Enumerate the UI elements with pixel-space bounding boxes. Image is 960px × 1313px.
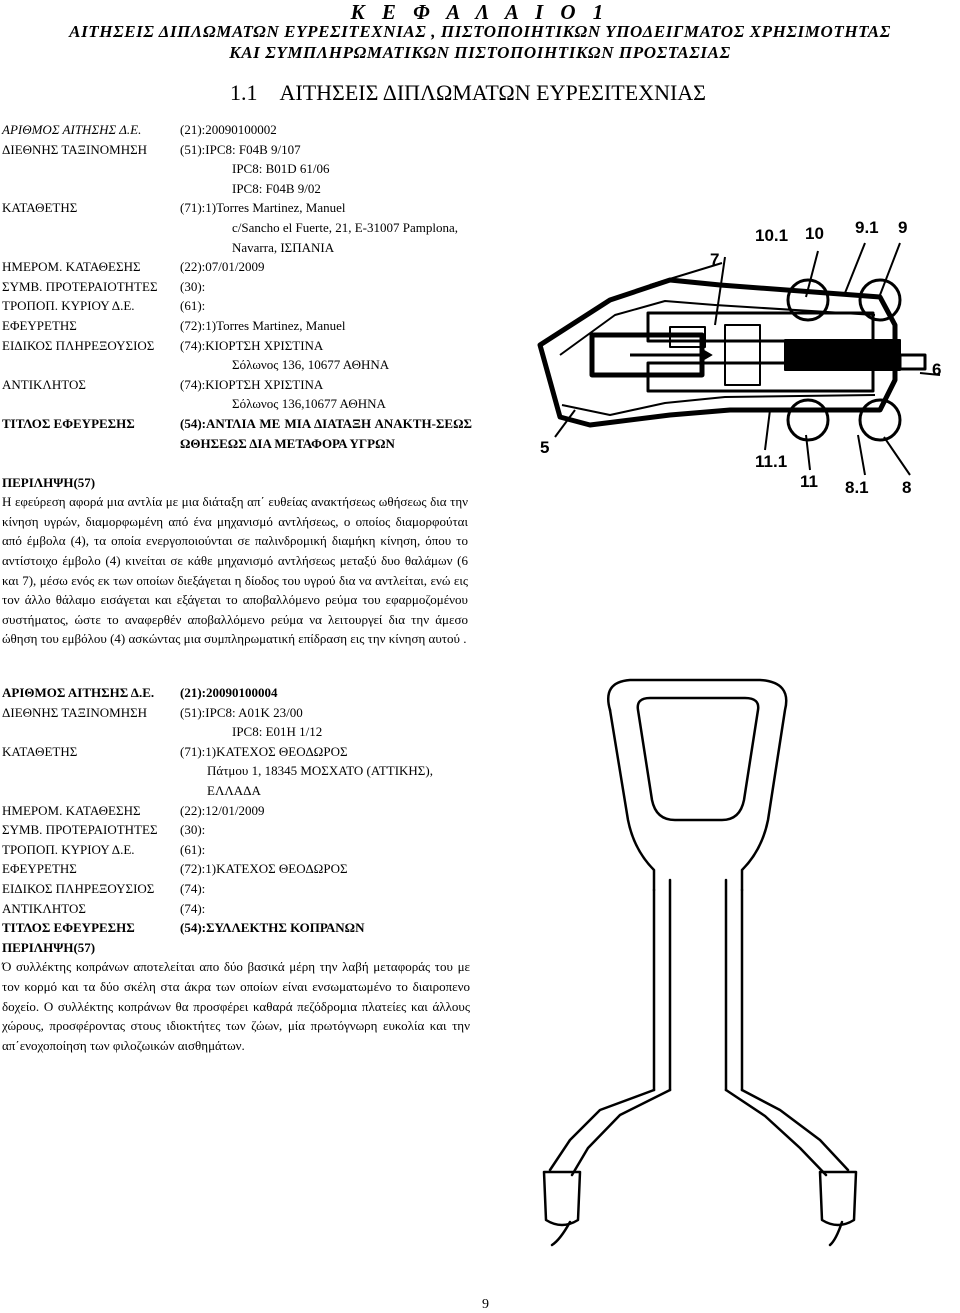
class-value: IPC8: B01D 61/06 [232, 161, 330, 177]
pump-drawing-figure [500, 205, 960, 505]
section-number: 1.1 [230, 80, 258, 105]
figure-label: 7 [710, 250, 720, 269]
figure-label: 8 [902, 478, 912, 497]
section-heading [230, 80, 706, 106]
patent-record-1 [2, 120, 482, 649]
figure-label: 8.1 [845, 478, 869, 497]
app-no-label: ΑΡΙΘΜΟΣ ΑΙΤΗΣΗΣ Δ.Ε. [2, 685, 155, 700]
chapter-heading: Κ Ε Φ Α Λ Α Ι Ο 1 [350, 0, 610, 24]
class-value: IPC8: E01H 1/12 [232, 724, 323, 740]
date-label: ΗΜΕΡΟΜ. ΚΑΤΑΘΕΣΗΣ [2, 802, 141, 818]
inventor-label: ΕΦΕΥΡΕΤΗΣ [2, 317, 77, 333]
applicant-address: ΕΛΛΑΔΑ [207, 782, 261, 798]
class-label: ΔΙΕΘΝΗΣ ΤΑΞΙΝΟΜΗΣΗ [2, 704, 148, 720]
modification-label: ΤΡΟΠΟΠ. ΚΥΡΙΟΥ Δ.Ε. [2, 298, 135, 314]
class-label: ΔΙΕΘΝΗΣ ΤΑΞΙΝΟΜΗΣΗ [2, 141, 148, 157]
date-value: (22):07/01/2009 [180, 259, 265, 275]
modification-value: (61): [180, 298, 206, 314]
applicant-label: ΚΑΤΑΘΕΤΗΣ [2, 743, 78, 759]
title-label: ΤΙΤΛΟΣ ΕΦΕΥΡΕΣΗΣ [2, 415, 135, 431]
attorney-label: ΕΙΔΙΚΟΣ ΠΛΗΡΕΞΟΥΣΙΟΣ [2, 337, 155, 353]
applicant-address: Navarra, ΙΣΠΑΝΙΑ [232, 239, 335, 255]
agent-address: Σόλωνος 136,10677 ΑΘΗΝΑ [232, 396, 386, 412]
inventor-value: (72):1)ΚΑΤΕΧΟΣ ΘΕΟΔΩΡΟΣ [180, 861, 348, 877]
date-value: (22):12/01/2009 [180, 802, 265, 818]
class-value: IPC8: F04B 9/02 [232, 180, 321, 196]
chapter-subtitle-line2: ΚΑΙ ΣΥΜΠΛΗΡΩΜΑΤΙΚΩΝ ΠΙΣΤΟΠΟΙΗΤΙΚΩΝ ΠΡΟΣΤΑΣΙΑΣ [229, 43, 731, 62]
inventor-label: ΕΦΕΥΡΕΤΗΣ [2, 861, 77, 877]
modification-label: ΤΡΟΠΟΠ. ΚΥΡΙΟΥ Δ.Ε. [2, 841, 135, 857]
abstract-text: Ό συλλέκτης κοπράνων αποτελείται απο δύο βασικά μέρη την λαβή μεταφοράς του με τον κορμό και τα δύο σκέλη στα άκρα των οποίων είναι ενσωματωμένο το διαιροπενο δοχείο. Ο συλλέκτης κοπράνων θα προσφέρει καθαρά πεζόδρομια πλατείες και άλλους χώρους, προσφέροντας στους ιδιοκτήτες των ζώων, μία πρωτόγνωρη ευκολία και την απ΄ενοχοποίηση των φιλοζωικών αισθημάτων. [2, 959, 470, 1053]
applicant-label: ΚΑΤΑΘΕΤΗΣ [2, 200, 78, 216]
app-no-label: ΑΡΙΘΜΟΣ ΑΙΤΗΣΗΣ Δ.Ε. [2, 122, 142, 137]
collector-drawing-figure [530, 670, 870, 1260]
figure-label: 6 [932, 360, 942, 379]
attorney-label: ΕΙΔΙΚΟΣ ΠΛΗΡΕΞΟΥΣΙΟΣ [2, 880, 155, 896]
applicant-address: c/Sancho el Fuerte, 21, E-31007 Pamplona, [232, 219, 459, 235]
abstract-label: ΠΕΡΙΛΗΨΗ(57) [2, 939, 96, 955]
priority-value: (30): [180, 278, 206, 294]
title-label: ΤΙΤΛΟΣ ΕΦΕΥΡΕΣΗΣ [2, 920, 135, 936]
applicant-value: (71):1)ΚΑΤΕΧΟΣ ΘΕΟΔΩΡΟΣ [180, 743, 348, 759]
agent-value: (74): [180, 900, 206, 916]
applicant-value: (71):1)Torres Martinez, Manuel [180, 200, 346, 216]
title-value: (54):ΑΝΤΛΙΑ ΜΕ ΜΙΑ ΔΙΑΤΑΞΗ ΑΝΑΚΤΗ-ΣΕΩΣ ΩΘΗΣΕΩΣ ΔΙΑ ΜΕΤΑΦΟΡΑ ΥΓΡΩΝ [180, 415, 472, 451]
figure-label: 10.1 [755, 226, 789, 245]
figure-label: 9 [898, 218, 908, 237]
figure-label: 9.1 [855, 218, 879, 237]
section-title: ΑΙΤΗΣΕΙΣ ΔΙΠΛΩΜΑΤΩΝ ΕΥΡΕΣΙΤΕΧΝΙΑΣ [279, 80, 706, 105]
title-value: (54):ΣΥΛΛΕΚΤΗΣ ΚΟΠΡΑΝΩΝ [180, 920, 365, 936]
page-number: 9 [482, 1297, 489, 1312]
inventor-value: (72):1)Torres Martinez, Manuel [180, 317, 346, 333]
priority-label: ΣΥΜΒ. ΠΡΟΤΕΡΑΙΟΤΗΤΕΣ [2, 278, 158, 294]
chapter-subtitle-line1: ΑΙΤΗΣΕΙΣ ΔΙΠΛΩΜΑΤΩΝ ΕΥΡΕΣΙΤΕΧΝΙΑΣ , ΠΙΣΤΟΠΟΙΗΤΙΚΩΝ ΥΠΟΔΕΙΓΜΑΤΟΣ ΧΡΗΣΙΜΟΤΗΤΑΣ [69, 22, 891, 41]
agent-label: ΑΝΤΙΚΛΗΤΟΣ [2, 900, 86, 916]
patent-record-2 [2, 683, 482, 1055]
figure-label: 5 [540, 438, 550, 457]
app-no-value: (21):20090100004 [180, 685, 278, 700]
abstract-text: Η εφεύρεση αφορά μια αντλία με μια διάταξη απ΄ ευθείας ανακτήσεως ωθήσεως δια την κίνηση υγρών, διαμορφωμένη από ένα μηχανισμό αντλήσεως, ο οποίος διαμορφούται από έμβολα (4), τα οποία ενεργοποιούνται σε παλινδρομική διαμήκη κίνηση, όπου το αντίστοιχο έμβολο (4) κινείται σε κάθε μηχανισμό αντλήσεως μεταξύ δυο θαλάμων (6 και 7), μέσω ενός εκ των οποίων διεξάγεται η δίοδος του υγρού δια να αντλείται, ενώ εις τον άλλο θάλαμο εισάγεται και εξάγεται το αποβαλλόμενο ρεύμα του εφαρμοζομένου συστήματος, ώστε το αναφερθέν αποβαλλόμενο ρεύμα να λειτουργεί δια την άμεσο ώθηση του εμβόλου (4) ασκώντας μια συμπληρωματική επίδραση εις την κίνηση αυτού . [2, 494, 468, 647]
figure-label: 11 [800, 472, 818, 491]
date-label: ΗΜΕΡΟΜ. ΚΑΤΑΘΕΣΗΣ [2, 259, 141, 275]
priority-value: (30): [180, 822, 206, 838]
attorney-address: Σόλωνος 136, 10677 ΑΘΗΝΑ [232, 357, 390, 373]
attorney-value: (74):ΚΙΟΡΤΣΗ ΧΡΙΣΤΙΝΑ [180, 337, 324, 353]
app-no-value: (21):20090100002 [180, 122, 277, 137]
priority-label: ΣΥΜΒ. ΠΡΟΤΕΡΑΙΟΤΗΤΕΣ [2, 822, 158, 838]
modification-value: (61): [180, 841, 206, 857]
applicant-address: Πάτμου 1, 18345 ΜΟΣΧΑΤΟ (ΑΤΤΙΚΗΣ), [207, 763, 433, 779]
class-value: (51):IPC8: F04B 9/107 [180, 141, 301, 157]
figure-label: 10 [805, 224, 824, 243]
agent-value: (74):ΚΙΟΡΤΣΗ ΧΡΙΣΤΙΝΑ [180, 376, 324, 392]
agent-label: ΑΝΤΙΚΛΗΤΟΣ [2, 376, 86, 392]
figure-label: 11.1 [755, 452, 788, 471]
class-value: (51):IPC8: A01K 23/00 [180, 704, 303, 720]
abstract-label: ΠΕΡΙΛΗΨΗ(57) [2, 474, 96, 490]
attorney-value: (74): [180, 880, 206, 896]
